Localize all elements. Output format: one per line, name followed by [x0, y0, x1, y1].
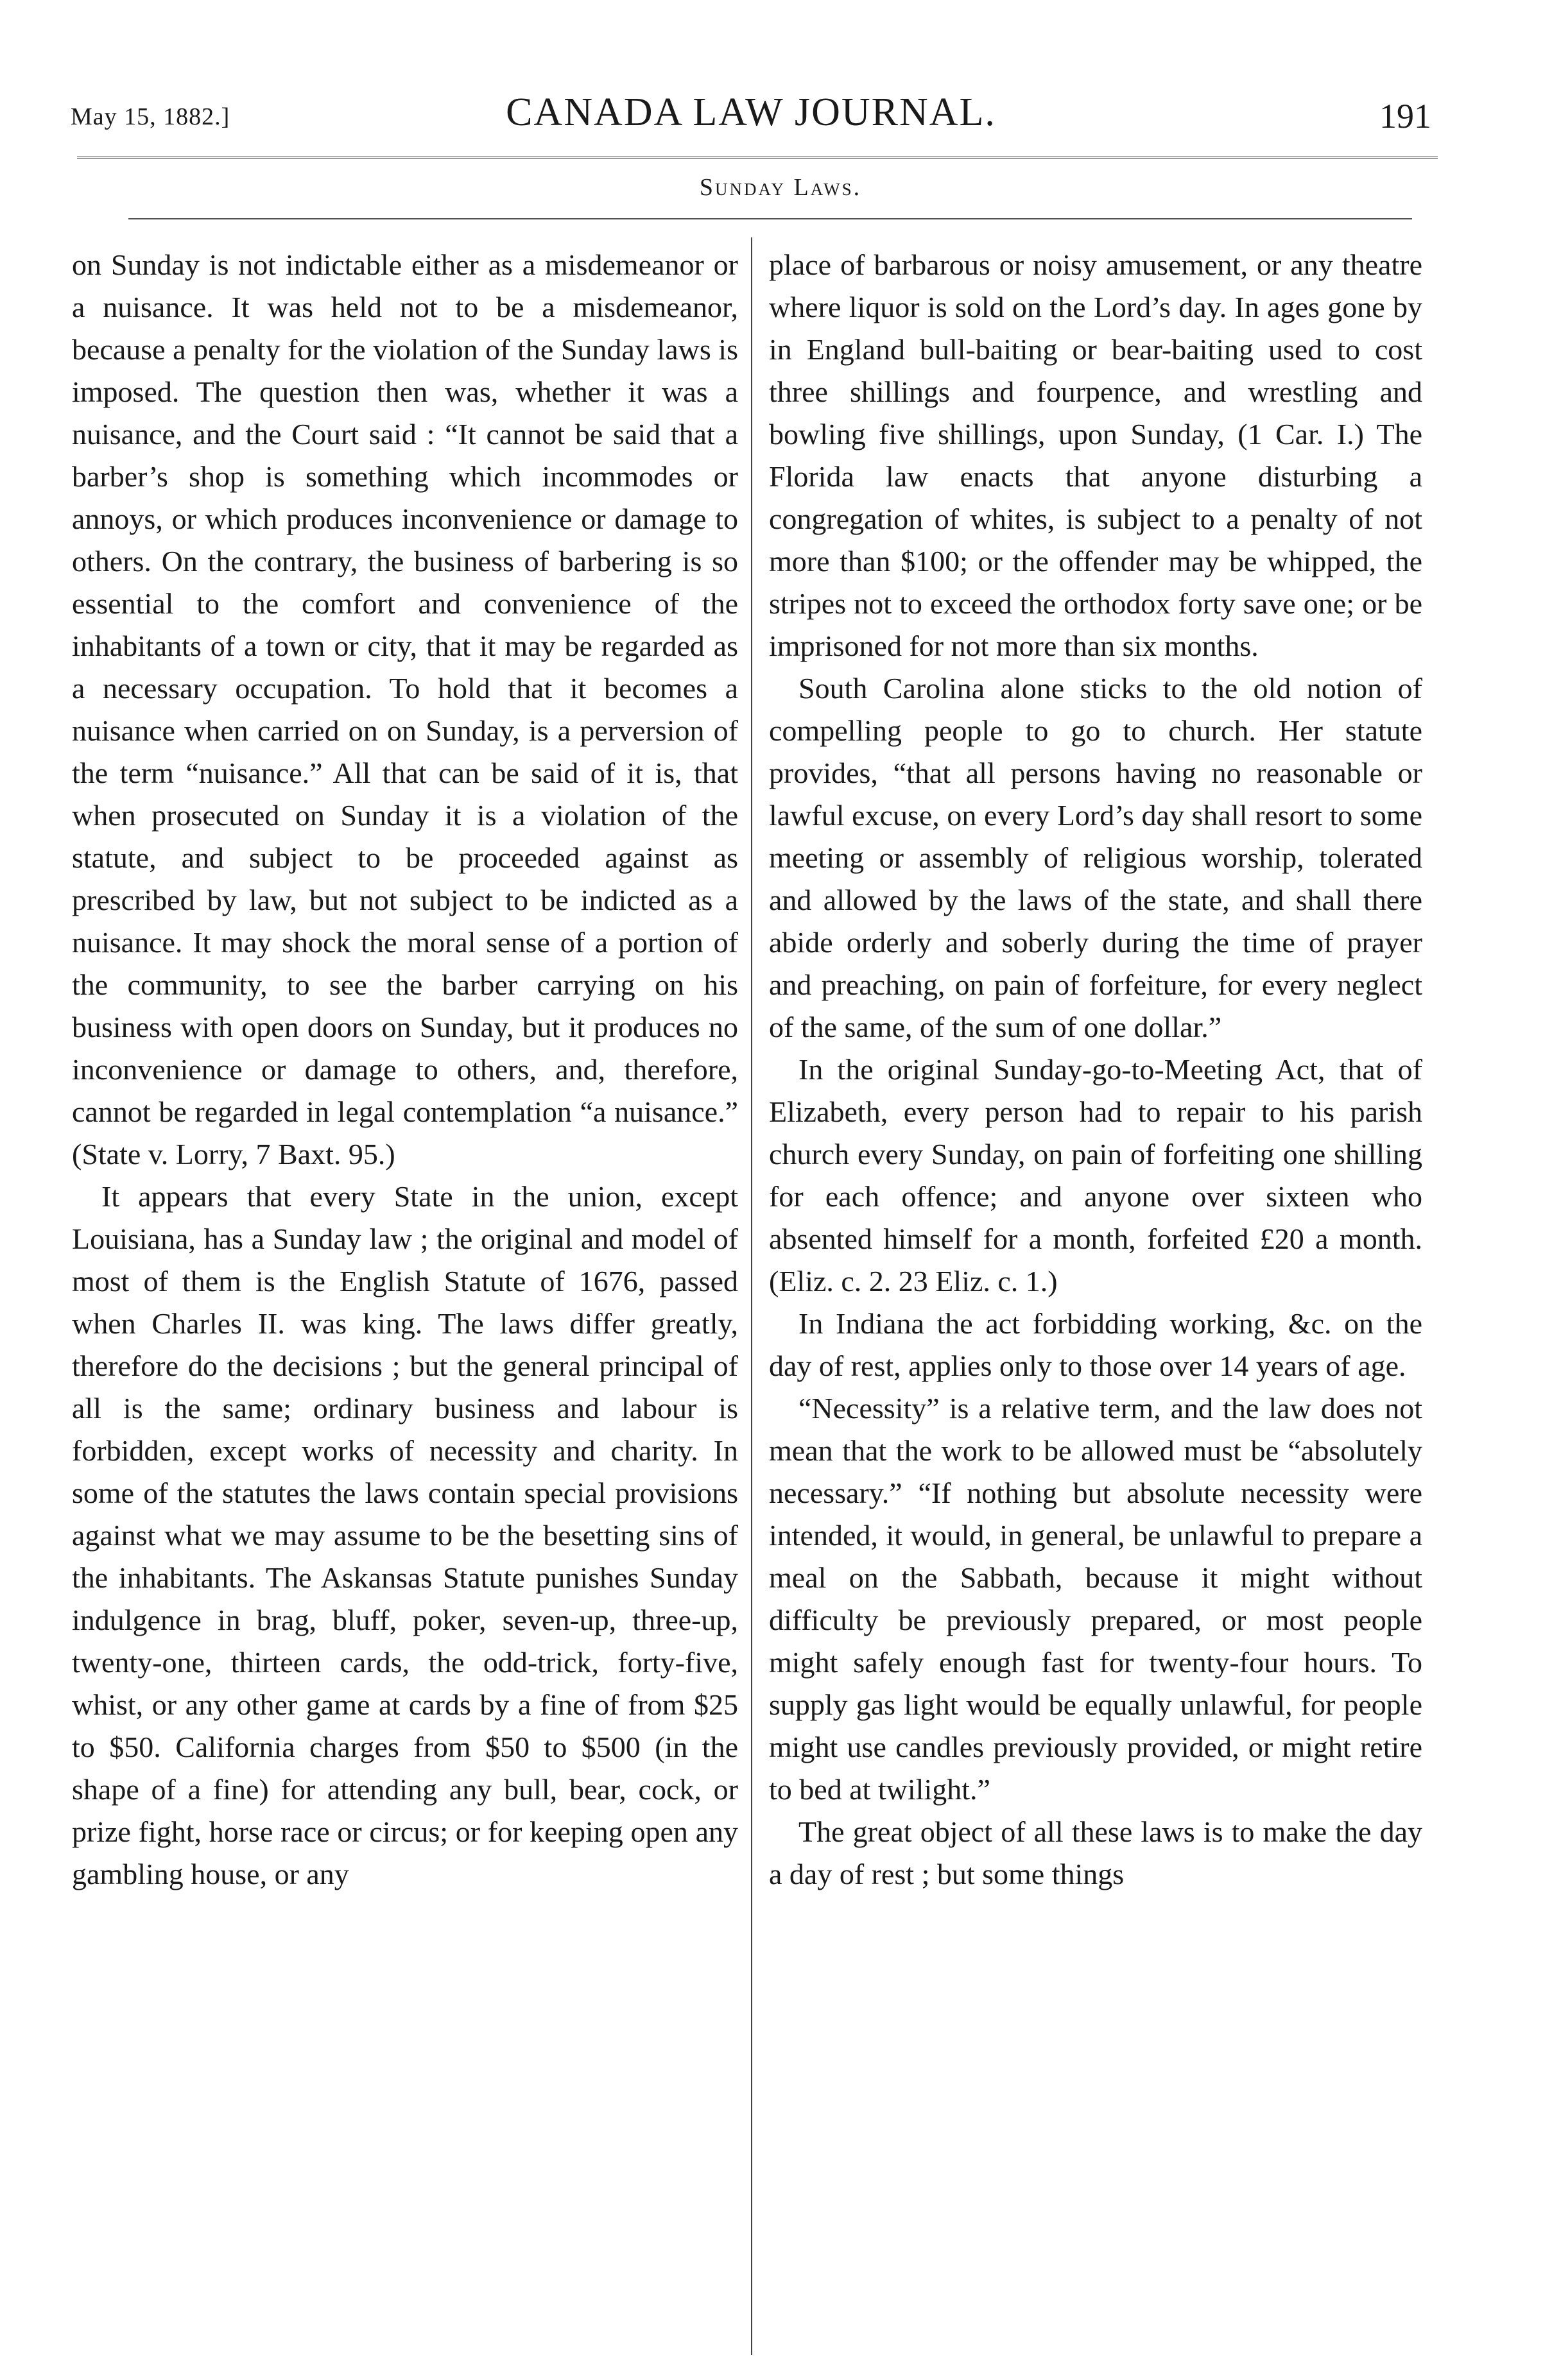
column-divider: [751, 237, 752, 2355]
right-paragraph-2: South Carolina alone sticks to the old notion of compelling people to go to church. Her statute provides, “that all persons having no reasonable or lawful excuse, on every Lord’s day shall resort to some meeting or assembly of religious worship, tolerated and allowed by the laws of the state, and shall there abide orderly and soberly during the time of prayer and preaching, on pain of forfeiture, for every neglect of the same, of the sum of one dollar.”: [769, 672, 1422, 1043]
left-column: [72, 244, 738, 1896]
right-paragraph-3: In the original Sunday-go-to-Meeting Act, that of Elizabeth, every person had to repair to his parish church every Sunday, on pain of forfeiting one shilling for each offence; and anyone over sixteen who absented himself for a month, forfeited £20 a month. (Eliz. c. 2. 23 Eliz. c. 1.): [769, 1053, 1422, 1297]
page-number: 191: [1379, 97, 1431, 135]
left-paragraph-2: It appears that every State in the union, except Louisiana, has a Sunday law ; the original and model of most of them is the English Statute of 1676, passed when Charles II. was king. The laws differ greatly, therefore do the decisions ; but the general principal of all is the same; ordinary business and labour is forbidden, except works of necessity and charity. In some of the statutes the laws contain special provisions against what we may assume to be the besetting sins of the inhabitants. The Askansas Statute punishes Sunday indulgence in brag, bluff, poker, seven-up, three-up, twenty-one, thirteen cards, the odd-trick, forty-five, whist, or any other game at cards by a fine of from $25 to $50. California charges from $50 to $500 (in the shape of a fine) for attending any bull, bear, cock, or prize fight, horse race or circus; or for keeping open any gambling house, or any: [72, 1180, 738, 1890]
right-paragraph-1: place of barbarous or noisy amusement, or any theatre where liquor is sold on the Lord’s day. In ages gone by in England bull-baiting or bear-baiting used to cost three shillings and fourpence, and wrestling and bowling five shillings, upon Sunday, (1 Car. I.) The Florida law enacts that anyone disturbing a congregation of whites, is subject to a penalty of not more than $100; or the offender may be whipped, the stripes not to exceed the orthodox forty save one; or be imprisoned for not more than six months.: [769, 248, 1422, 662]
right-column: [769, 244, 1422, 1896]
section-title: Sunday Laws.: [699, 174, 862, 201]
right-paragraph-6: The great object of all these laws is to make the day a day of rest ; but some things: [769, 1815, 1422, 1890]
running-head: [71, 90, 1431, 148]
issue-date: May 15, 1882.]: [71, 103, 230, 130]
journal-title: CANADA LAW JOURNAL.: [506, 90, 996, 134]
right-paragraph-5: “Necessity” is a relative term, and the law does not mean that the work to be allowed must be “absolutely necessary.” “If nothing but absolute necessity were intended, it would, in general, be unlawful to prepare a meal on the Sabbath, because it might without difficulty be previously prepared, or most people might safely enough fast for twenty-four hours. To supply gas light would be equally unlawful, for people might use candles previously provided, or might retire to bed at twilight.”: [769, 1392, 1422, 1806]
left-paragraph-1: on Sunday is not indictable either as a misdemeanor or a nuisance. It was held not to be a misdemeanor, because a penalty for the violation of the Sunday laws is imposed. The question then was, whether it was a nuisance, and the Court said : “It cannot be said that a barber’s shop is something which incommodes or annoys, or which produces inconvenience or damage to others. On the contrary, the business of barbering is so essential to the comfort and convenience of the inhabitants of a town or city, that it may be regarded as a necessary occupation. To hold that it becomes a nuisance when carried on on Sunday, is a perversion of the term “nuisance.” All that can be said of it is, that when prosecuted on Sunday it is a violation of the statute, and subject to be proceeded against as prescribed by law, but not subject to be indicted as a nuisance. It may shock the moral sense of a portion of the community, to see the barber carrying on his business with open doors on Sunday, but it produces no inconvenience or damage to others, and, therefore, cannot be regarded in legal contemplation “a nuisance.” (State v. Lorry, 7 Baxt. 95.): [72, 248, 738, 1170]
right-paragraph-4: In Indiana the act forbidding working, &c. on the day of rest, applies only to those over 14 years of age.: [769, 1307, 1422, 1382]
section-rule: [128, 218, 1412, 219]
header-rule: [77, 157, 1438, 158]
